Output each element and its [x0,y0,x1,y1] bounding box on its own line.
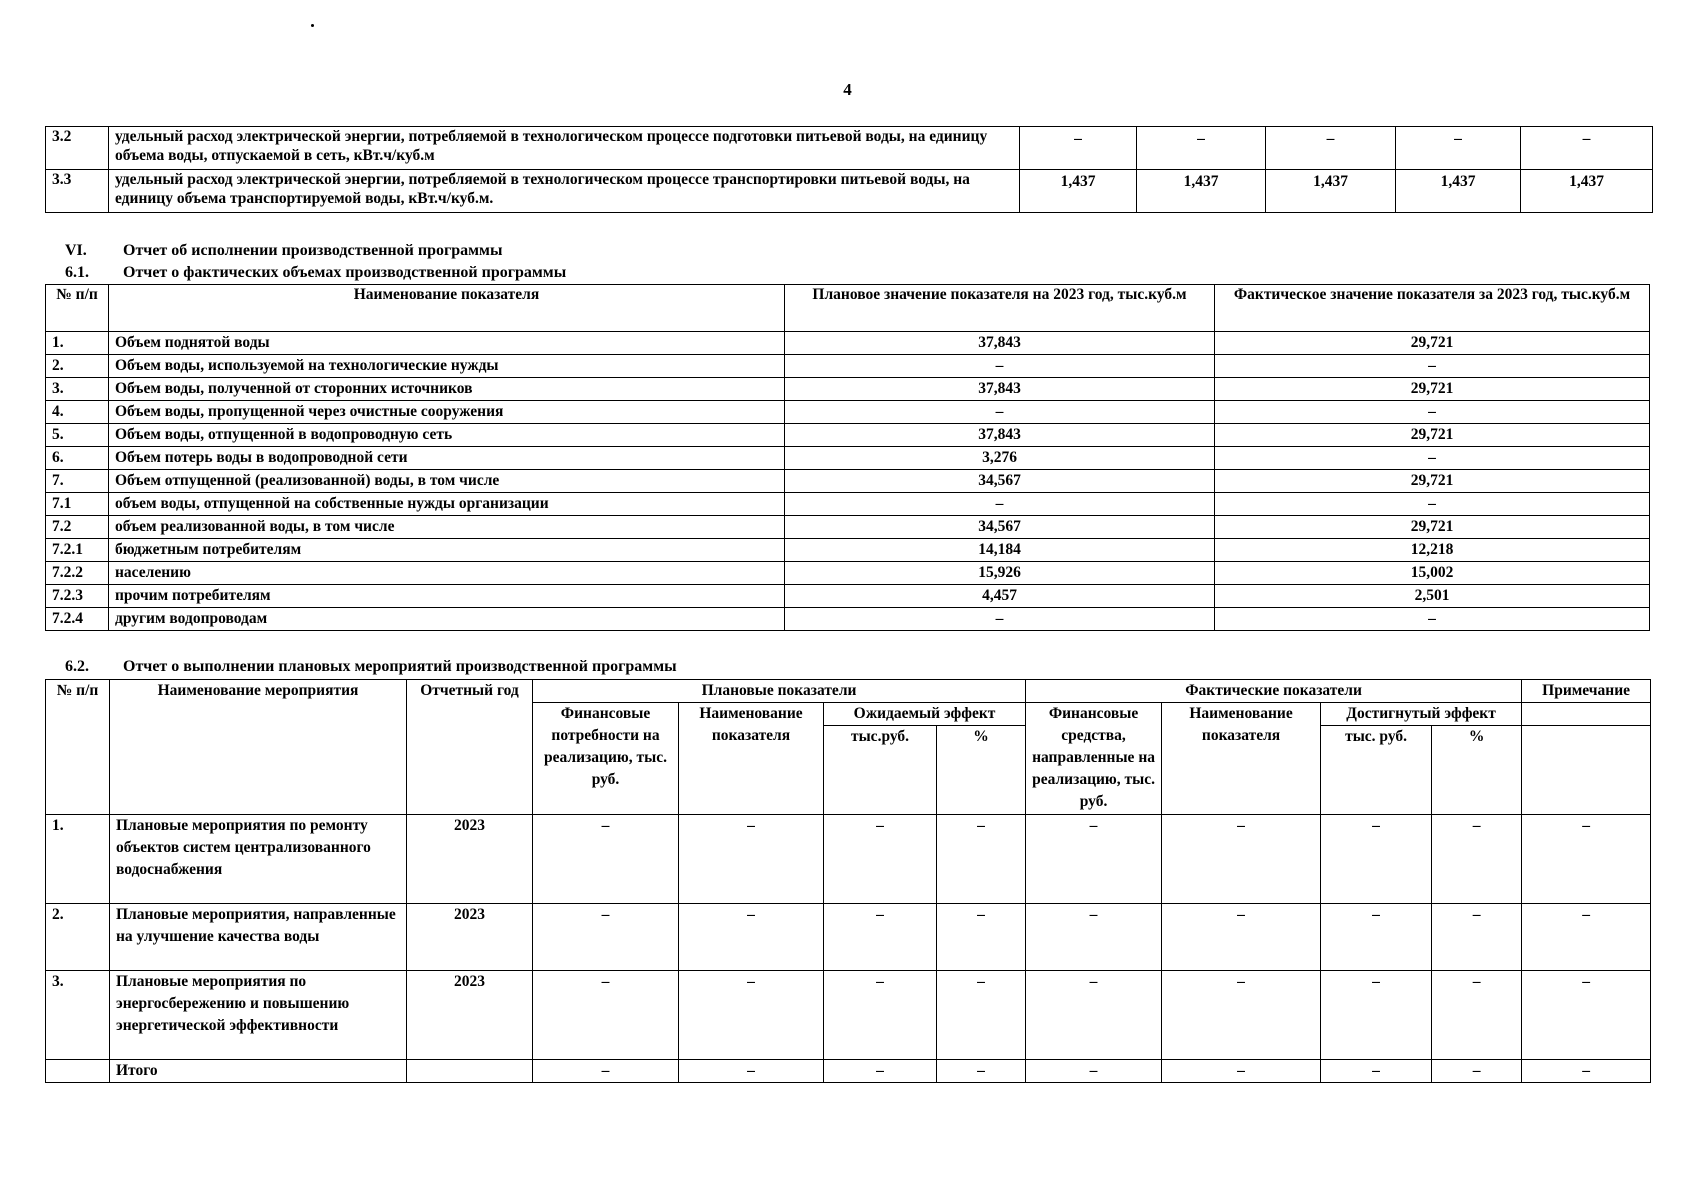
cell-value: – [1432,971,1522,1060]
table-header-row [46,703,1651,726]
cell-value: – [679,904,824,971]
row-name: объем воды, отпущенной на собственные нужды организации [109,493,785,516]
header-fact-effect: Достигнутый эффект [1321,703,1522,726]
table-row [46,815,1651,904]
header-fact-pct: % [1432,726,1522,815]
header-spacer [110,726,407,815]
table-header-row [46,285,1650,332]
cell-value: – [1026,971,1162,1060]
row-name: населению [109,562,785,585]
header-spacer [1522,726,1651,815]
row-number: 3.3 [46,170,109,213]
header-plan-indicator: Наименование показателя [679,703,824,815]
header-fact-finance: Финансовые средства, направленные на реализацию, тыс. руб. [1026,703,1162,815]
row-name: удельный расход электрической энергии, потребляемой в технологическом процессе подготовки питьевой воды, на единицу объема воды, отпускаемой в сеть, кВт.ч/куб.м [109,127,1020,170]
row-name: объем реализованной воды, в том числе [109,516,785,539]
cell-value: – [1321,815,1432,904]
cell-plan: 4,457 [785,585,1215,608]
row-name: другим водопроводам [109,608,785,631]
cell-plan: 37,843 [785,332,1215,355]
table-row [46,608,1650,631]
row-number: 3.2 [46,127,109,170]
cell-value: – [1162,971,1321,1060]
cell-fact: – [1215,608,1650,631]
section-title: Отчет о фактических объемах производственной программы [123,264,567,281]
row-number: 3. [46,971,110,1060]
row-year: 2023 [407,971,533,1060]
header-spacer [46,703,110,726]
cell-fact: 29,721 [1215,378,1650,401]
cell-value: – [1432,1060,1522,1083]
row-name: Плановые мероприятия, направленные на улучшение качества воды [110,904,407,971]
header-note: Примечание [1522,680,1651,703]
cell-plan: 37,843 [785,424,1215,447]
cell-fact: 29,721 [1215,332,1650,355]
cell-value: – [937,904,1026,971]
cell-value: – [1162,904,1321,971]
table-row [46,355,1650,378]
cell-value: 1,437 [1020,170,1137,213]
cell-value: – [1026,815,1162,904]
cell-value: – [937,815,1026,904]
cell-value: – [533,904,679,971]
row-number: 7.2.2 [46,562,109,585]
row-year: 2023 [407,904,533,971]
cell-value: – [533,971,679,1060]
section-number: VI. [65,242,87,259]
cell-plan: – [785,493,1215,516]
total-row [46,1060,1651,1083]
cell-value: – [1522,815,1651,904]
cell-value: 1,437 [1137,170,1266,213]
table-row [46,170,1653,213]
table-row [46,401,1650,424]
row-number: 7.2 [46,516,109,539]
header-fact-group: Фактические показатели [1026,680,1522,703]
cell-value: – [679,971,824,1060]
row-year [407,1060,533,1083]
header-spacer [1522,703,1651,726]
page-number: 4 [843,80,852,99]
header-spacer [407,703,533,726]
row-name: Объем воды, полученной от сторонних источников [109,378,785,401]
table-header-row [46,680,1651,703]
table-row [46,539,1650,562]
header-fact-indicator: Наименование показателя [1162,703,1321,815]
header-fact-rub: тыс. руб. [1321,726,1432,815]
row-number: 7. [46,470,109,493]
header-spacer [407,726,533,815]
row-name: Объем отпущенной (реализованной) воды, в том числе [109,470,785,493]
header-spacer [110,703,407,726]
cell-plan: 34,567 [785,470,1215,493]
header-num: № п/п [46,680,110,703]
cell-plan: 14,184 [785,539,1215,562]
header-fact: Фактическое значение показателя за 2023 год, тыс.куб.м [1215,285,1650,332]
scan-speck [311,24,314,27]
table-row [46,493,1650,516]
row-number: 2. [46,355,109,378]
row-year: 2023 [407,815,533,904]
cell-value: – [1521,127,1653,170]
cell-value: – [1020,127,1137,170]
cell-fact: 29,721 [1215,424,1650,447]
row-number: 7.2.3 [46,585,109,608]
header-plan-finance: Финансовые потребности на реализацию, тыс. руб. [533,703,679,815]
table-row [46,585,1650,608]
cell-value: – [1321,971,1432,1060]
row-name: Плановые мероприятия по ремонту объектов систем централизованного водоснабжения [110,815,407,904]
row-number: 5. [46,424,109,447]
row-number: 7.2.1 [46,539,109,562]
header-spacer [46,726,110,815]
cell-value: 1,437 [1521,170,1653,213]
cell-value: – [679,815,824,904]
cell-value: – [824,815,937,904]
table-row [46,562,1650,585]
row-number [46,1060,110,1083]
row-name: удельный расход электрической энергии, потребляемой в технологическом процессе транспортировки питьевой воды, на единицу объема транспортируемой воды, кВт.ч/куб.м. [109,170,1020,213]
cell-value: – [1321,904,1432,971]
cell-fact: – [1215,355,1650,378]
cell-plan: 34,567 [785,516,1215,539]
row-name: Объем воды, отпущенной в водопроводную сеть [109,424,785,447]
header-plan-effect: Ожидаемый эффект [824,703,1026,726]
cell-value: – [937,971,1026,1060]
header-plan-group: Плановые показатели [533,680,1026,703]
cell-value: – [1026,904,1162,971]
header-plan-rub: тыс.руб. [824,726,937,815]
row-name: прочим потребителям [109,585,785,608]
cell-value: – [1432,904,1522,971]
cell-value: – [1266,127,1396,170]
cell-plan: – [785,401,1215,424]
cell-fact: 12,218 [1215,539,1650,562]
header-name: Наименование мероприятия [110,680,407,703]
cell-fact: – [1215,401,1650,424]
cell-value: – [533,1060,679,1083]
cell-plan: – [785,355,1215,378]
cell-value: – [1321,1060,1432,1083]
cell-value: – [1162,815,1321,904]
header-name: Наименование показателя [109,285,785,332]
cell-value: – [1522,904,1651,971]
header-plan-pct: % [937,726,1026,815]
row-name: бюджетным потребителям [109,539,785,562]
row-name: Объем воды, используемой на технологические нужды [109,355,785,378]
section-title: Отчет о выполнении плановых мероприятий производственной программы [123,658,677,675]
row-number: 4. [46,401,109,424]
energy-consumption-table [45,126,1653,213]
row-number: 7.2.4 [46,608,109,631]
cell-value: – [1432,815,1522,904]
cell-value: – [1522,971,1651,1060]
table-row [46,332,1650,355]
table-header-row [46,726,1651,815]
cell-value: – [1162,1060,1321,1083]
row-number: 3. [46,378,109,401]
cell-value: 1,437 [1396,170,1521,213]
table-row [46,127,1653,170]
table-row [46,971,1651,1060]
cell-fact: 15,002 [1215,562,1650,585]
cell-plan: 3,276 [785,447,1215,470]
row-number: 1. [46,815,110,904]
table-row [46,424,1650,447]
cell-value: – [1137,127,1266,170]
row-number: 6. [46,447,109,470]
cell-value: – [937,1060,1026,1083]
cell-value: – [679,1060,824,1083]
row-number: 7.1 [46,493,109,516]
cell-fact: – [1215,493,1650,516]
row-number: 1. [46,332,109,355]
row-name: Объем поднятой воды [109,332,785,355]
cell-value: – [1522,1060,1651,1083]
cell-value: – [824,904,937,971]
cell-fact: – [1215,447,1650,470]
header-year: Отчетный год [407,680,533,703]
table-row [46,516,1650,539]
cell-fact: 29,721 [1215,516,1650,539]
row-name: Объем потерь воды в водопроводной сети [109,447,785,470]
table-row [46,447,1650,470]
row-name: Объем воды, пропущенной через очистные сооружения [109,401,785,424]
cell-value: – [1026,1060,1162,1083]
section-title: Отчет об исполнении производственной программы [123,242,503,259]
cell-fact: 2,501 [1215,585,1650,608]
cell-plan: 15,926 [785,562,1215,585]
table-row [46,470,1650,493]
cell-value: 1,437 [1266,170,1396,213]
cell-value: – [533,815,679,904]
volumes-table [45,284,1650,631]
section-number: 6.2. [65,658,89,675]
cell-value: – [1396,127,1521,170]
cell-plan: 37,843 [785,378,1215,401]
cell-value: – [824,1060,937,1083]
header-plan: Плановое значение показателя на 2023 год, тыс.куб.м [785,285,1215,332]
cell-fact: 29,721 [1215,470,1650,493]
cell-plan: – [785,608,1215,631]
row-number: 2. [46,904,110,971]
table-row [46,378,1650,401]
section-number: 6.1. [65,264,89,281]
cell-value: – [824,971,937,1060]
header-num: № п/п [46,285,109,332]
row-name: Плановые мероприятия по энергосбережению и повышению энергетической эффективности [110,971,407,1060]
table-row [46,904,1651,971]
row-name: Итого [110,1060,407,1083]
measures-table [45,679,1651,1083]
